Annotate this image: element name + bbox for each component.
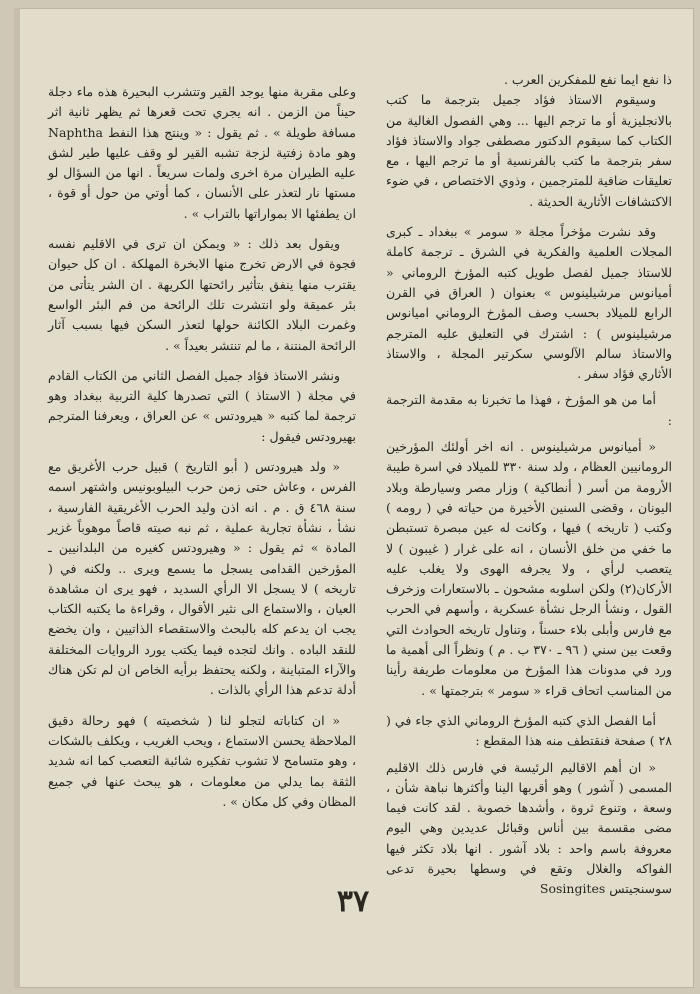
- paragraph: « ان كتاباته لتجلو لنا ( شخصيته ) فهو رحالة دقيق الملاحظة يحسن الاستماع ، ويحب الغريب ، ويكلف بالشكات ، وهو متسامح لا تشوب تفكيره شائبة التعصب كما انه شديد الثقة بما يدلي من معلومات ، هو يبحث عنها في جميع المظان وفي كل مكان » .: [48, 712, 356, 809]
- paragraph: « أميانوس مرشيلينوس . انه اخر أولئك المؤرخين الرومانيين العظام ، ولد سنة ٣٣٠ للميلاد في اسرة طيبة الأرومة من أسر ( أنطاكية ) وزار مصر وسيارطة وبلاد اليونان ، وقضى السنين الأخيرة من حياته في ( رومه ) وكتب ( تاريخه ) فيها ، وكانت له عين مبصرة تستبطن ما خفي من خلق الأنسان ، انه على غرار ( غيبون ) لا يتعصب لرأي ، ولا يجرفه الهوى ولا يغلب عليه الأركان(٢) ولكن اسلوبه مشحون ـ بالاستعارات وزخرف القول ، ونشأ الرجل نشأة عسكرية ، وأسهم في الحرب مع فارس وأبلى بلاء حسناً ، وتناول تاريخه الحوادث التي وقعت بين سني ( ٩٦ ـ ٣٧٠ ب . م ) ونظراً الى أهمية ما ورد في مدونات هذا المؤرخ من معلومات طريفة رأينا من المناسب اتحاف قراء « سومر » بترجمتها » .: [386, 439, 672, 698]
- paragraph: وقد نشرت مؤخراً مجلة « سومر » ببغداد ـ كبرى المجلات العلمية والفكرية في الشرق ـ ترجمة كاملة للاستاذ جميل لفصل طويل كتبه المؤرخ الروماني « أميانوس مرشيلينوس » بعنوان ( العراق في القرن الرابع للميلاد بحسب وصف المؤرخ الروماني اميانوس مرشيلينوس ) : اشترك في التعليق عليه المترجم والاستاذ سالم الآلوسي سكرتير المجلة ، والاستاذ الأثاري فؤاد سفر .: [386, 224, 672, 382]
- page-edge: [14, 8, 20, 988]
- right-text-column: [386, 70, 672, 906]
- paragraph: أما من هو المؤرخ ، فهذا ما تخبرنا به مقدمة الترجمة :: [386, 392, 672, 428]
- page-number: ٣٧: [336, 884, 370, 919]
- paragraph: ويقول بعد ذلك : « ويمكن ان ترى في الاقليم نفسه فجوة في الارض تخرج منها الابخرة المهلكة . ان كل حيوان يقترب منها ينفق بتأثير رائحتها الكريهة . ان الشر يتأتى من بئر عميقة ولو انتشرت تلك الرائحة من فم البئر الواسع وغمرت البلاد الكائنة حولها لتعذر السكن فيها بسبب آثار الرائحة المنتنة ، ما لم تنتشر بعيداً » .: [48, 236, 356, 353]
- left-text-column: [48, 82, 356, 818]
- paragraph: وسيقوم الاستاذ فؤاد جميل بترجمة ما كتب بالانجليزية أو ما ترجم اليها ... وهي الفصول الغالية من الكتاب كما سيقوم الدكتور مصطفى جواد والاستاذ فؤاد سفر بترجمة ما كتب بالفرنسية أو ما ترجم اليها ، مع تعليقات ضافية للمترجمين ، وذوي الاختصاص ، في ضوء الاكتشافات الأثارية الحديثة .: [386, 92, 672, 209]
- paragraph: « ولد هيرودتس ( أبو التاريخ ) قبيل حرب الأغريق مع الفرس ، وعاش حتى زمن حرب البيلوبونيس واشتهر اسمه سنة ٤٦٨ ق . م . انه اذن وليد الحرب الأغريقية الفارسية ، نشأ ، نشأة تجارية عملية ، ثم نبه صيته قاصاً موهوباً غزير المادة » ثم يقول : « وهيرودتس كغيره من البلدانيين ـ المؤرخين القدامى يسجل ما يسمع ويرى .. ولكنه في ( تاريخه ) لا يسجل الا الرأي السديد ، فهو يرى ان مشاهدة العيان ، والاستماع الى نثير الأقوال ، وقراءة ما يكتبه الكتاب يجب ان يدعم كله بالبحث والاستقصاء الذاتيين ، وان يخضع للنقد الباده . وانك لتجده فيما يكتب يورد الروايات المختلفة والآراء المتباينة ، ولكنه يحتفظ برأيه الخاص ان لم تكن هناك أدلة تدعم هذا الرأي بالذات .: [48, 459, 357, 698]
- paragraph: ونشر الاستاذ فؤاد جميل الفصل الثاني من الكتاب القادم في مجلة ( الاستاذ ) التي تصدرها كلية التربية ببغداد وهو ترجمة لما كتبه « هيرودتس » عن العراق ، ويعرفنا المترجم بهيرودتس فيقول :: [48, 367, 356, 444]
- paragraph: ذا نفع ايما نفع للمفكرين العرب .: [503, 72, 672, 87]
- paragraph: أما الفصل الذي كتبه المؤرخ الروماني الذي جاء في ( ٢٨ ) صفحة فنقتطف منه هذا المقطع :: [386, 712, 672, 749]
- paragraph: وعلى مقربة منها يوجد القير وتتشرب البحيرة هذه ماء دجلة حيناً من الزمن . انه يجري تحت قعرها ثم يظهر ثانية اثر مسافة طويلة » . ثم يقول : « وينتج هذا النفط Naphtha وهو مادة زفتية لزجة تشبه القير لو وقف عليها طير لشق عليه الطيران مرة اخرى ولمات سريعاً . انها من السؤال لو مستها نار لتعذر على الأنسان ، كما أوتي من حول أو قوة ، ان يطفئها الا بمواراتها بالتراب » .: [48, 84, 356, 221]
- book-page: [14, 8, 694, 988]
- paragraph: « ان أهم الاقاليم الرئيسة في فارس ذلك الاقليم المسمى ( آشور ) وهو أقربها الينا وأكثرها نباهة شأن ، وسعة ، وتنوع ثروة ، وأشدها خصوبة . لقد كانت فيما مضى مقسمة بين أناس وقبائل عديدين وهي اليوم معروفة باسم واحد : بلاد آشور . انها بلاد تكثر فيها الفواكه والغلال وتقع في وسطها بحيرة تدعى سوسنجيتس Sosingites: [386, 759, 672, 897]
